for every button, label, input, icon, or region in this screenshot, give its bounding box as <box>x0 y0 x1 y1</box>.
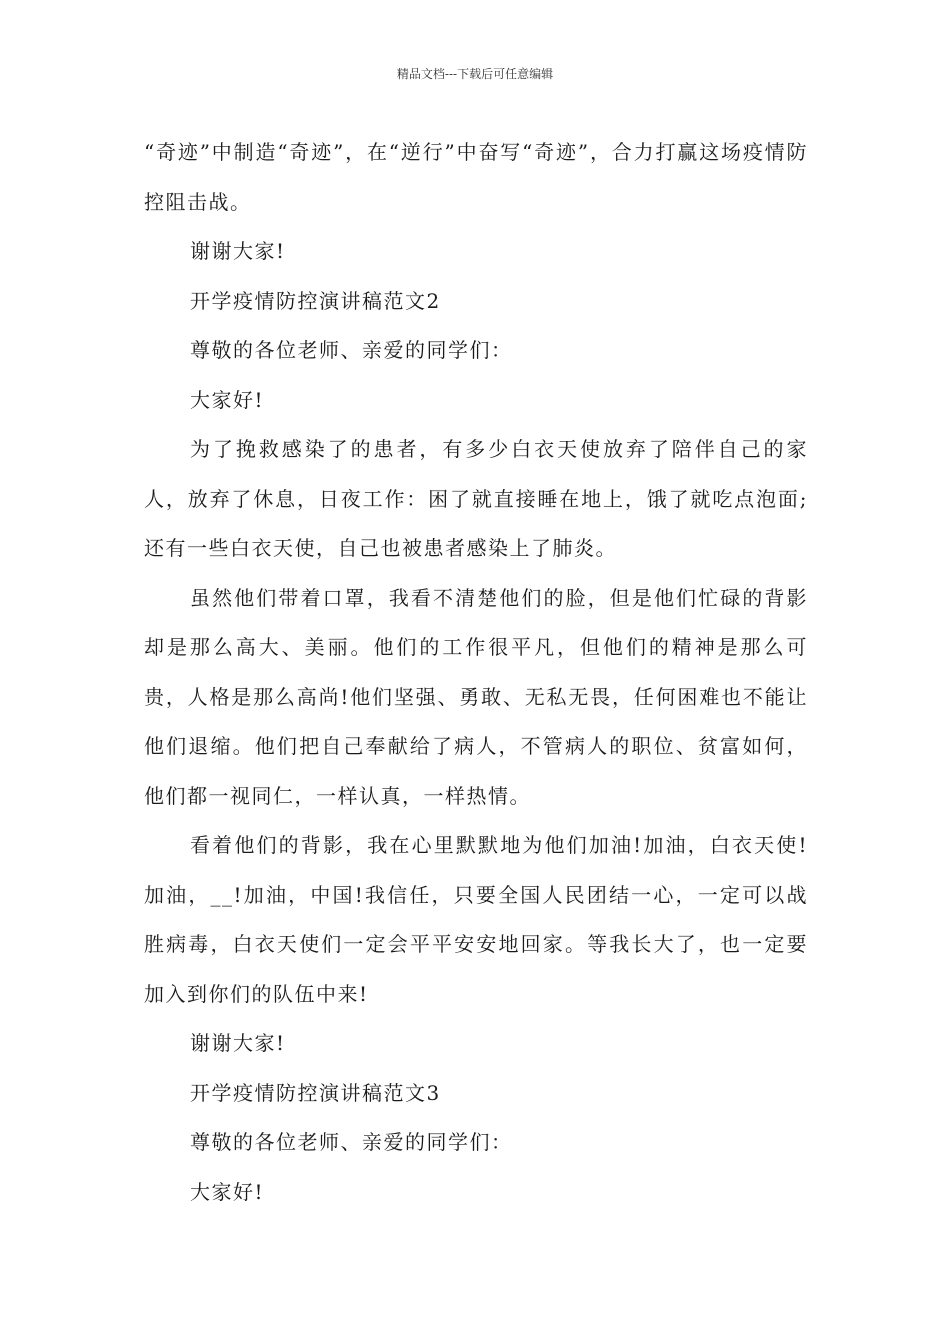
paragraph-greeting: 大家好! <box>190 1179 265 1204</box>
paragraph-body: 看着他们的背影，我在心里默默地为他们加油!加油，白衣天使!加油，__!加油，中国!我信任，只要全国人民团结一心，一定可以战胜病毒，白衣天使们一定会平平安安地回家。等我长大了，也一定要加入到你们的队伍中来! <box>144 833 808 1006</box>
section-title-2: 开学疫情防控演讲稿范文2 <box>190 288 441 313</box>
paragraph-thanks: 谢谢大家! <box>190 239 286 263</box>
paragraph-body: 为了挽救感染了的患者，有多少白衣天使放弃了陪伴自己的家人，放弃了休息，日夜工作：困了就直接睡在地上，饿了就吃点泡面;还有一些白衣天使，自己也被患者感染上了肺炎。 <box>144 437 808 560</box>
paragraph-greeting: 大家好! <box>190 387 265 412</box>
paragraph-salutation: 尊敬的各位老师、亲爱的同学们： <box>190 1130 513 1154</box>
document-body <box>144 128 808 1217</box>
paragraph-body: 虽然他们带着口罩，我看不清楚他们的脸，但是他们忙碌的背影却是那么高大、美丽。他们的工作很平凡，但他们的精神是那么可贵，人格是那么高尚!他们坚强、勇敢、无私无畏，任何困难也不能让他们退缩。他们把自己奉献给了病人，不管病人的职位、贫富如何，他们都一视同仁，一样认真，一样热情。 <box>144 585 808 808</box>
page-header: 精品文档---下载后可任意编辑 <box>396 67 554 81</box>
section-title-3: 开学疫情防控演讲稿范文3 <box>190 1080 441 1105</box>
paragraph-thanks: 谢谢大家! <box>190 1031 286 1055</box>
paragraph-continuation: “奇迹”中制造“奇迹”，在“逆行”中奋写“奇迹”，合力打赢这场疫情防控阻击战。 <box>144 140 808 214</box>
paragraph-salutation: 尊敬的各位老师、亲爱的同学们： <box>190 338 513 362</box>
